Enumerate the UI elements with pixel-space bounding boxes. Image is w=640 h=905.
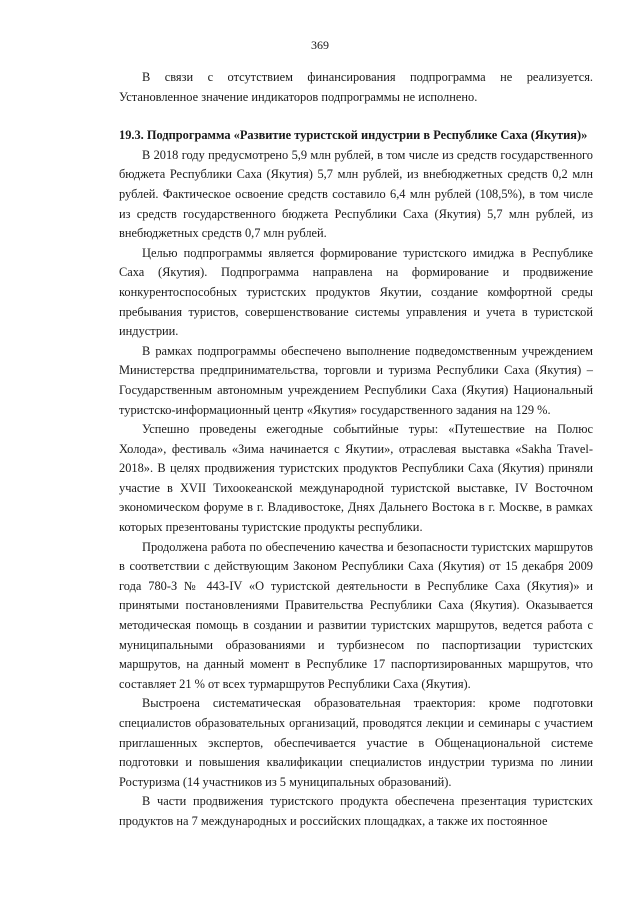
spacer: [119, 107, 593, 126]
paragraph-education: Выстроена систематическая образовательная траектория: кроме подготовки специалистов образовательных организаций, проводятся лекции и семинары с участием приглашенных экспертов, обеспечивается участие в Общенациональной системе подготовки и повышения квалификации специалистов индустрии туризма по линии Ростуризма (14 участников из 5 муниципальных образований).: [119, 696, 593, 789]
paragraph-funding: В 2018 году предусмотрено 5,9 млн рублей, в том числе из средств государственного бюджета Республики Саха (Якутия) 5,7 млн рублей, из внебюджетных средств 0,2 млн рублей. Фактическое освоение средств составило 6,4 млн рублей (108,5%), в том числе из средств государственного бюджета Республики Саха (Якутия) 5,7 млн рублей, из внебюджетных средств 0,7 млн рублей.: [119, 147, 593, 241]
paragraph-routes: Продолжена работа по обеспечению качества и безопасности туристских маршрутов в соответствии с действующим Законом Республики Саха (Якутия) от 15 декабря 2009 года 780-З № 443-IV «О туристской деятельности в Республике Саха (Якутия)» и принятыми постановлениями Правительства Республики Саха (Якутия). Оказывается методическая помощь в создании и развитии туристских маршрутов, ведется работа с муниципальными образованиями и турбизнесом по паспортизации туристских маршрутов, на данный момент в Республике 17 паспортизированных маршрутов, что составляет 21 % от всех турмаршрутов Республики Саха (Якутия).: [119, 539, 593, 691]
document-body: [119, 68, 593, 832]
paragraph-promotion: В части продвижения туристского продукта обеспечена презентация туристских продуктов на 7 международных и российских площадках, а также их постоянное: [119, 794, 593, 828]
intro-paragraph: В связи с отсутствием финансирования подпрограмма не реализуется. Установленное значение индикаторов подпрограммы не исполнено.: [119, 70, 593, 104]
page-number: 369: [311, 38, 329, 52]
paragraph-state-task: В рамках подпрограммы обеспечено выполнение подведомственным учреждением Министерства предпринимательства, торговли и туризма Республики Саха (Якутия) – Государственным автономным учреждением Республики Саха (Якутия) Национальный туристско-информационный центр «Якутия» государственного задания на 129 %.: [119, 343, 593, 417]
section-heading: 19.3. Подпрограмма «Развитие туристской индустрии в Республике Саха (Якутия)»: [119, 128, 588, 143]
paragraph-events: Успешно проведены ежегодные событийные туры: «Путешествие на Полюс Холода», фестиваль «Зима начинается с Якутии», отраслевая выставка «Sakha Travel-2018». В целях продвижения туристских продуктов Республики Саха (Якутия) приняли участие в XVII Тихоокеанской международной туристской выставке, IV Восточном экономическом форуме в г. Владивостоке, Днях Дальнего Востока в г. Москве, в рамках которых презентованы туристские продукты республики.: [119, 422, 593, 535]
paragraph-goal: Целью подпрограммы является формирование туристского имиджа в Республике Саха (Якутия). Подпрограмма направлена на формирование и продвижение конкурентоспособных туристских продуктов Якутии, создание комфортной среды пребывания туристов, совершенствование системы управления и учета в туристской индустрии.: [119, 245, 593, 339]
